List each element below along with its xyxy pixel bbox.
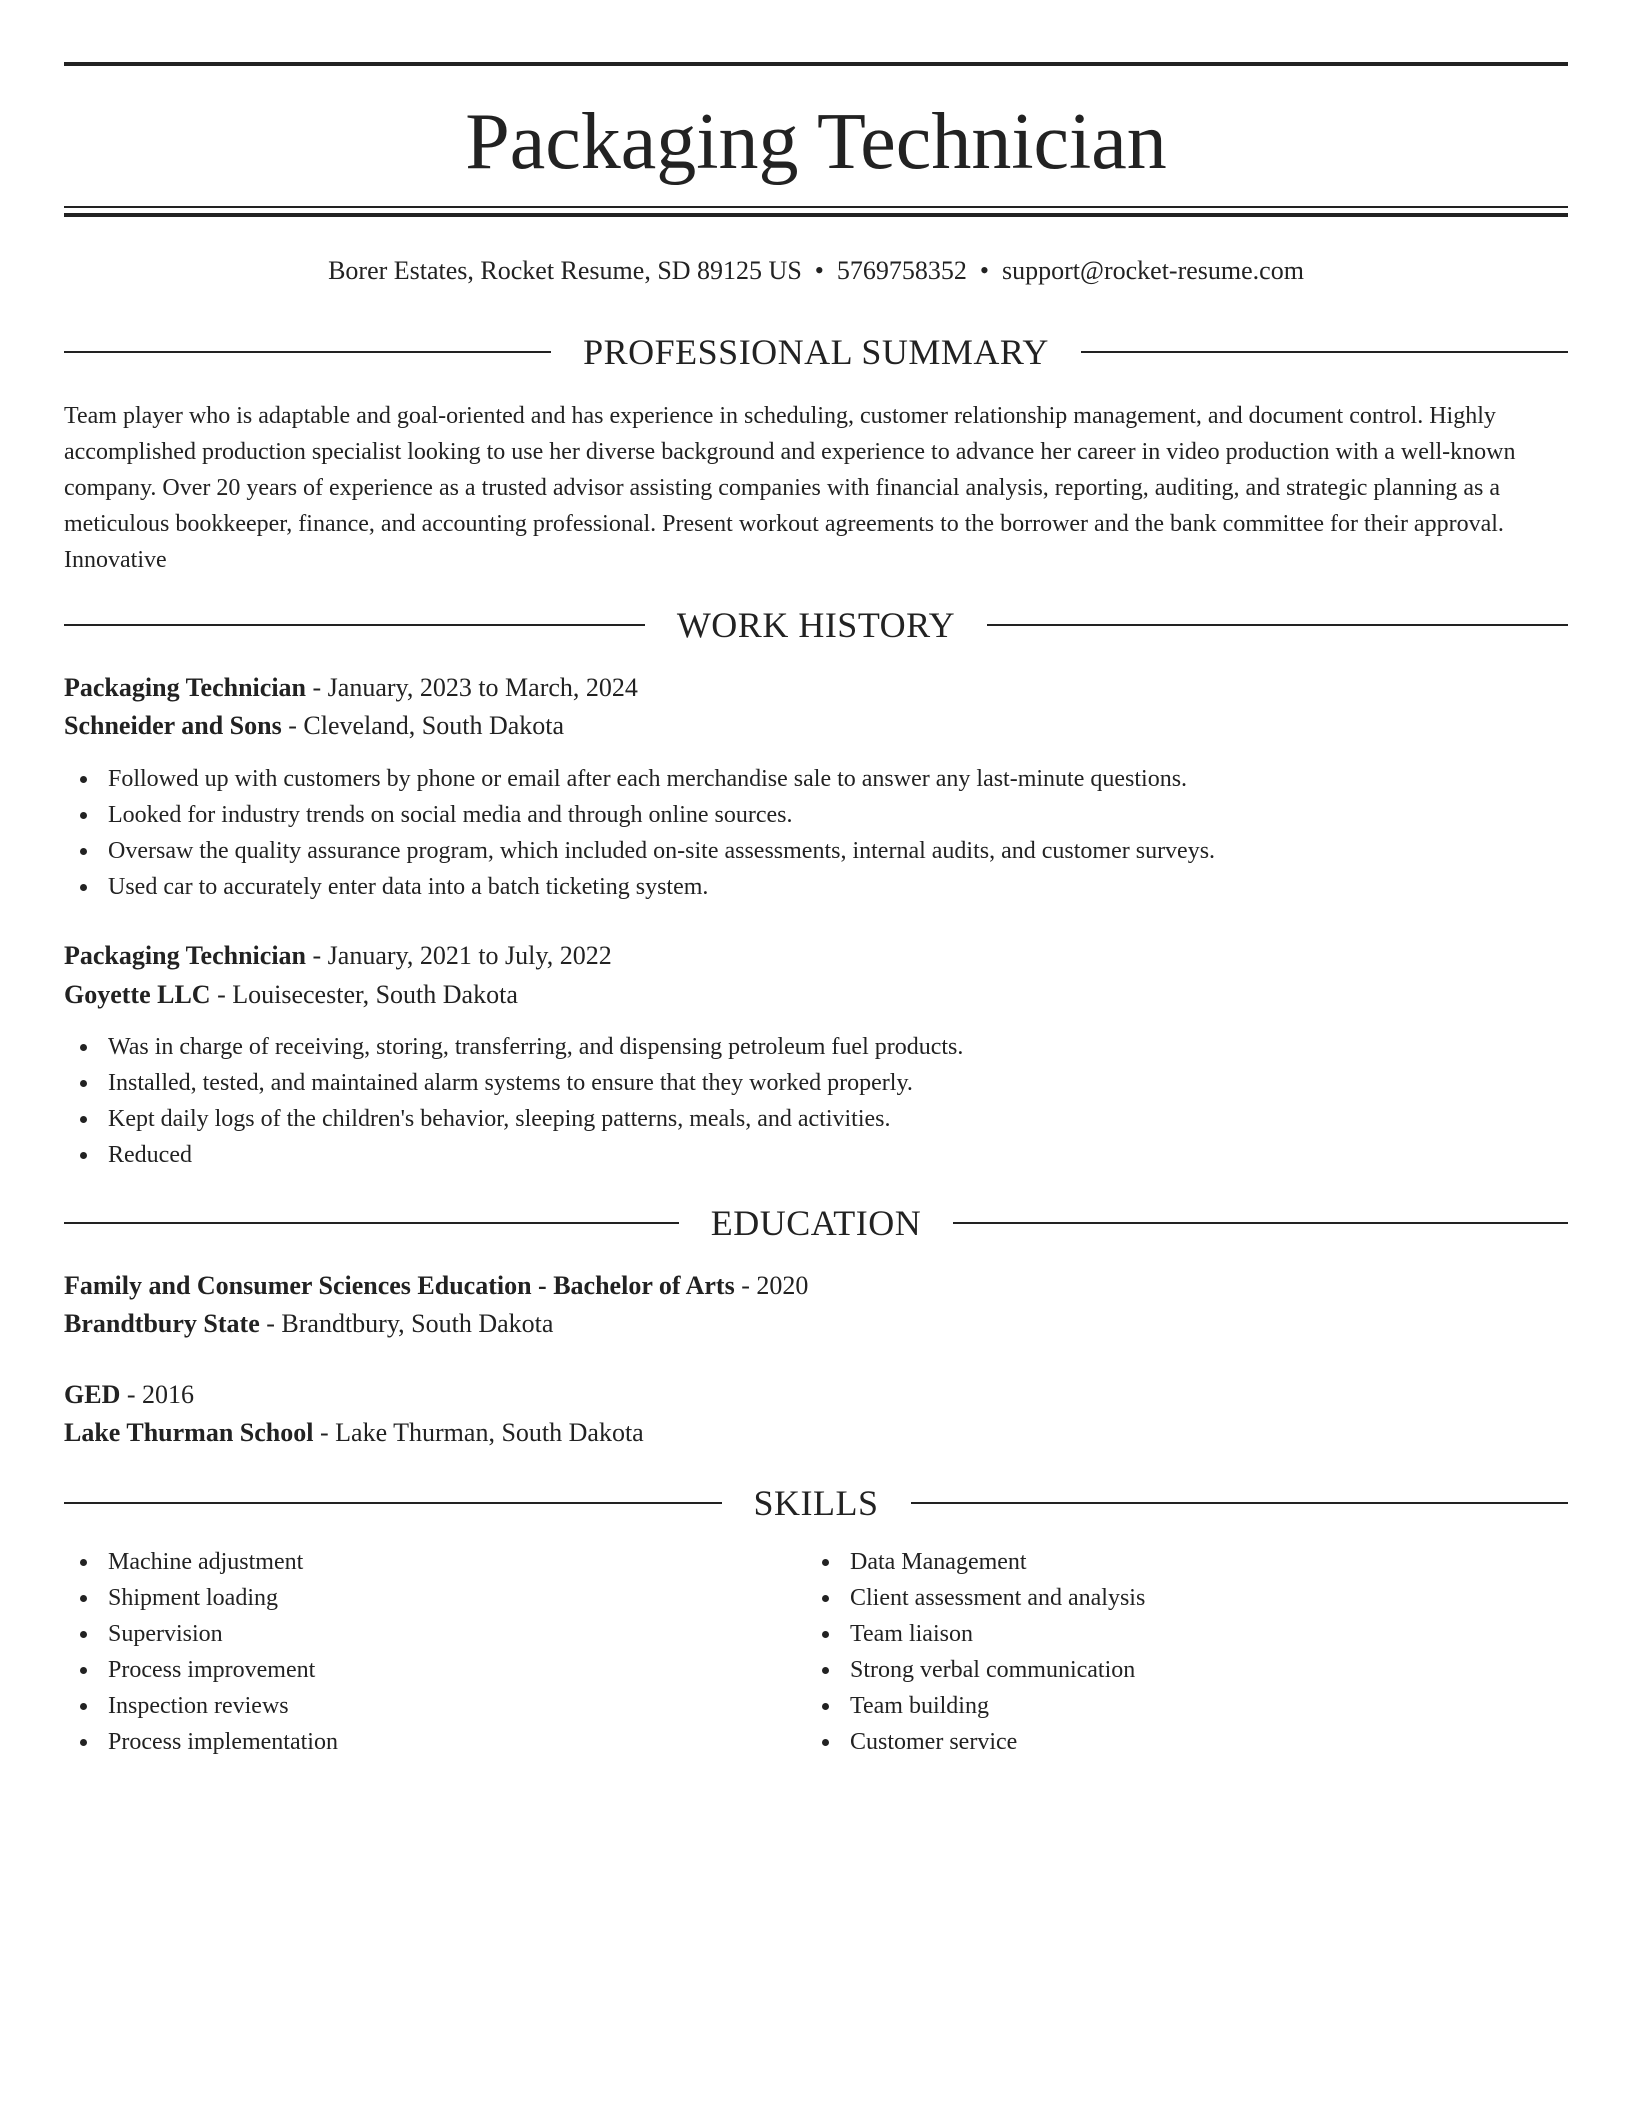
- summary-text: Team player who is adaptable and goal-oriented and has experience in scheduling, customer relationship management, and document control. Highly accomplished production specialist looking to use her diverse background and experience to advance her career in video production with a well-known company. Over 20 years of experience as a trusted advisor assisting companies with financial analysis, reporting, auditing, and strategic planning as a meticulous bookkeeper, finance, and accounting professional. Present workout agreements to the borrower and the bank committee for their approval. Innovative: [64, 403, 1516, 573]
- degree-line: [64, 1267, 1568, 1305]
- section-title: WORK HISTORY: [676, 605, 956, 645]
- skill-item: Team liaison: [806, 1616, 1145, 1652]
- divider: [64, 351, 551, 353]
- graduation-year: - 2020: [734, 1271, 809, 1300]
- job-company: Goyette LLC: [64, 980, 211, 1009]
- skill-item: Client assessment and analysis: [806, 1580, 1145, 1616]
- contact-separator: •: [814, 256, 824, 285]
- divider: [64, 1222, 679, 1224]
- title-rule-thin: [64, 206, 1568, 208]
- skills-list-right: [806, 1544, 1145, 1760]
- job-bullets: [64, 1029, 963, 1173]
- school: Lake Thurman School: [64, 1418, 314, 1447]
- page-title: Packaging Technician: [465, 98, 1167, 186]
- divider: [1081, 351, 1568, 353]
- skill-item: Process implementation: [64, 1724, 338, 1760]
- skill-item: Shipment loading: [64, 1580, 338, 1616]
- skill-item: Customer service: [806, 1724, 1145, 1760]
- skill-item: Team building: [806, 1688, 1145, 1724]
- divider: [953, 1222, 1568, 1224]
- job-title: Packaging Technician: [64, 941, 306, 970]
- skill-item: Process improvement: [64, 1652, 338, 1688]
- skills-list-left: [64, 1544, 338, 1760]
- job-bullets: [64, 761, 1215, 905]
- job-company: Schneider and Sons: [64, 711, 282, 740]
- degree-line: [64, 1376, 1568, 1414]
- contact-separator: •: [979, 256, 990, 285]
- title-rule-thick: [64, 213, 1568, 217]
- list-item: Kept daily logs of the children's behavior, sleeping patterns, meals, and activities.: [64, 1101, 963, 1137]
- school: Brandtbury State: [64, 1309, 260, 1338]
- degree: GED: [64, 1380, 121, 1409]
- school-location: - Lake Thurman, South Dakota: [313, 1418, 644, 1447]
- job-location: - Louisecester, South Dakota: [210, 980, 518, 1009]
- list-item: Reduced: [64, 1137, 963, 1173]
- skill-item: Data Management: [806, 1544, 1145, 1580]
- contact-address: Borer Estates, Rocket Resume, SD 89125 US: [328, 256, 802, 285]
- list-item: Followed up with customers by phone or email after each merchandise sale to answer any last-minute questions.: [64, 761, 1215, 797]
- job-title: Packaging Technician: [64, 673, 306, 702]
- job-dates: - January, 2021 to July, 2022: [306, 941, 612, 970]
- school-line: [64, 1305, 1568, 1343]
- list-item: Was in charge of receiving, storing, transferring, and dispensing petroleum fuel products.: [64, 1029, 963, 1065]
- list-item: Used car to accurately enter data into a batch ticketing system.: [64, 869, 1215, 905]
- skill-item: Strong verbal communication: [806, 1652, 1145, 1688]
- contact-email: support@rocket-resume.com: [1002, 256, 1304, 285]
- divider: [64, 624, 645, 626]
- top-rule: [64, 62, 1568, 66]
- graduation-year: - 2016: [120, 1380, 195, 1409]
- divider: [987, 624, 1568, 626]
- job-dates: - January, 2023 to March, 2024: [306, 673, 638, 702]
- job-title-line: [64, 669, 1568, 707]
- skill-item: Supervision: [64, 1616, 338, 1652]
- school-line: [64, 1414, 1568, 1452]
- school-location: - Brandtbury, South Dakota: [259, 1309, 554, 1338]
- skill-item: Machine adjustment: [64, 1544, 338, 1580]
- divider: [64, 1502, 722, 1504]
- job-company-line: [64, 707, 1568, 745]
- degree: Family and Consumer Sciences Education - Bachelor of Arts: [64, 1271, 735, 1300]
- list-item: Looked for industry trends on social media and through online sources.: [64, 797, 1215, 833]
- job-company-line: [64, 976, 1568, 1014]
- skill-item: Inspection reviews: [64, 1688, 338, 1724]
- section-title: EDUCATION: [710, 1203, 922, 1243]
- section-heading-summary: [64, 330, 1568, 374]
- job-location: - Cleveland, South Dakota: [281, 711, 565, 740]
- section-heading-work: [64, 603, 1568, 647]
- job-title-line: [64, 937, 1568, 975]
- list-item: Installed, tested, and maintained alarm systems to ensure that they worked properly.: [64, 1065, 963, 1101]
- section-title: SKILLS: [753, 1483, 879, 1523]
- section-heading-education: [64, 1201, 1568, 1245]
- section-heading-skills: [64, 1481, 1568, 1525]
- list-item: Oversaw the quality assurance program, which included on-site assessments, internal audits, and customer surveys.: [64, 833, 1215, 869]
- contact-line: [0, 254, 1632, 288]
- contact-phone: 5769758352: [836, 256, 967, 285]
- divider: [911, 1502, 1569, 1504]
- section-title: PROFESSIONAL SUMMARY: [583, 332, 1049, 372]
